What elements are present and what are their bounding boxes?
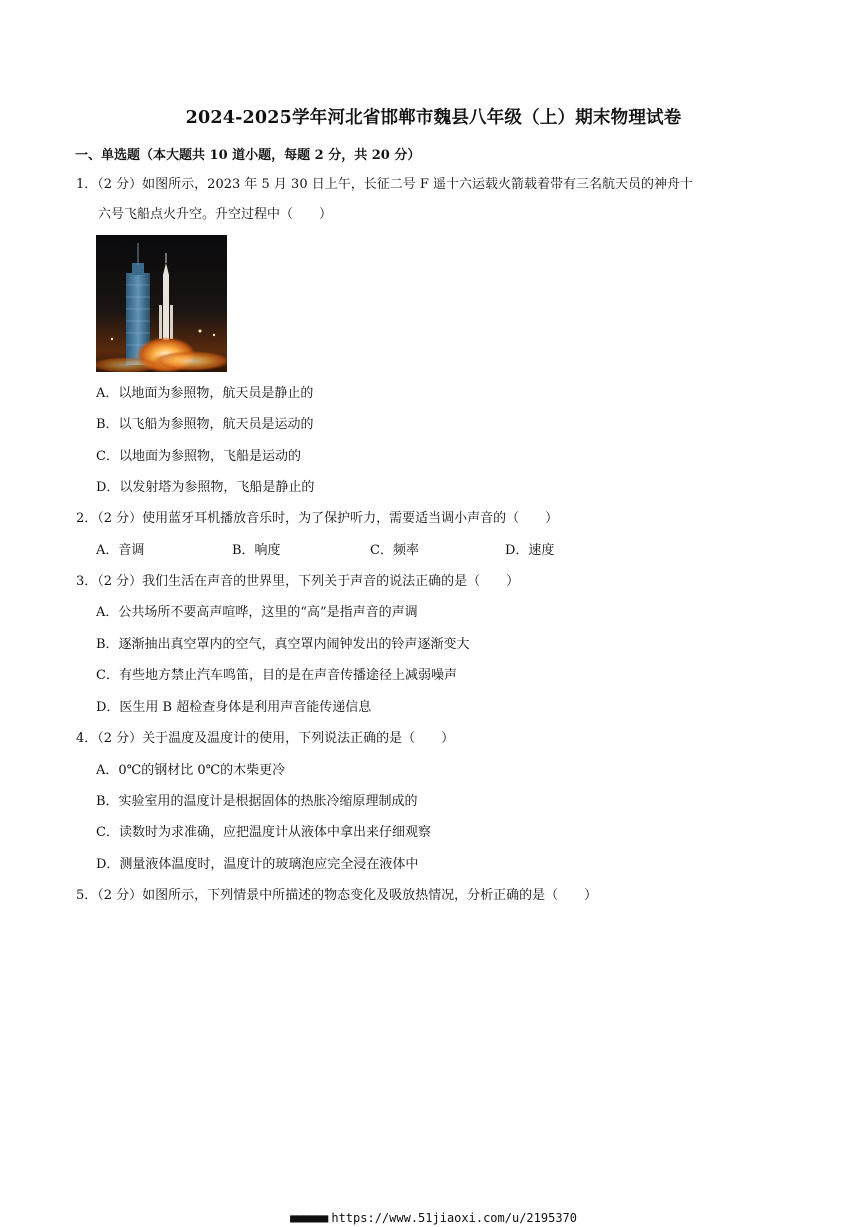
question-3-option-a: A．公共场所不要高声喧哗，这里的“高”是指声音的声调: [96, 605, 418, 620]
question-3: 3．（2 分）我们生活在声音的世界里，下列关于声音的说法正确的是（ ）: [76, 574, 520, 589]
page-footer: [290, 1211, 577, 1225]
question-5: 5．（2 分）如图所示，下列情景中所描述的物态变化及吸放热情况，分析正确的是（ ）: [76, 888, 598, 903]
question-3-option-d: D．医生用 B 超检查身体是利用声音能传递信息: [96, 700, 372, 715]
question-1-continuation: 六号飞船点火升空。升空过程中（ ）: [98, 207, 333, 222]
question-2-option-a: A．音调: [96, 543, 145, 558]
section-heading: 一、单选题（本大题共 10 道小题，每题 2 分，共 20 分）: [75, 148, 421, 163]
question-2-option-c: C．频率: [370, 543, 419, 558]
question-3-option-b: B．逐渐抽出真空罩内的空气，真空罩内闹钟发出的铃声逐渐变大: [96, 637, 470, 652]
question-3-option-c: C．有些地方禁止汽车鸣笛，目的是在声音传播途径上减弱噪声: [96, 668, 457, 683]
footer-url[interactable]: https://www.51jiaoxi.com/u/2195370: [331, 1211, 577, 1225]
question-4: 4．（2 分）关于温度及温度计的使用，下列说法正确的是（ ）: [76, 731, 455, 746]
question-1-option-d: D．以发射塔为参照物，飞船是静止的: [96, 480, 315, 495]
question-4-option-d: D．测量液体温度时，温度计的玻璃泡应完全浸在液体中: [96, 857, 419, 872]
exam-title: 2024-2025学年河北省邯郸市魏县八年级（上）期末物理试卷: [185, 108, 682, 128]
question-4-option-b: B．实验室用的温度计是根据固体的热胀冷缩原理制成的: [96, 794, 418, 809]
question-1-option-c: C．以地面为参照物，飞船是运动的: [96, 449, 301, 464]
question-2: 2．（2 分）使用蓝牙耳机播放音乐时，为了保护听力，需要适当调小声音的（ ）: [76, 511, 559, 526]
question-1: 1．（2 分）如图所示，2023 年 5 月 30 日上午，长征二号 F 遥十六运载火箭载着带有三名航天员的神舟十: [76, 177, 694, 192]
question-4-option-c: C．读数时为求准确，应把温度计从液体中拿出来仔细观察: [96, 825, 431, 840]
footer-watermark-mark: ■■■■■■: [290, 1211, 328, 1225]
question-4-option-a: A．0℃的钢材比 0℃的木柴更冷: [96, 763, 286, 778]
question-2-option-d: D．速度: [505, 543, 555, 558]
question-2-option-b: B．响度: [232, 543, 281, 558]
question-1-option-a: A．以地面为参照物，航天员是静止的: [96, 386, 314, 401]
rocket-launch-photo: [96, 235, 227, 372]
question-1-option-b: B．以飞船为参照物，航天员是运动的: [96, 417, 314, 432]
